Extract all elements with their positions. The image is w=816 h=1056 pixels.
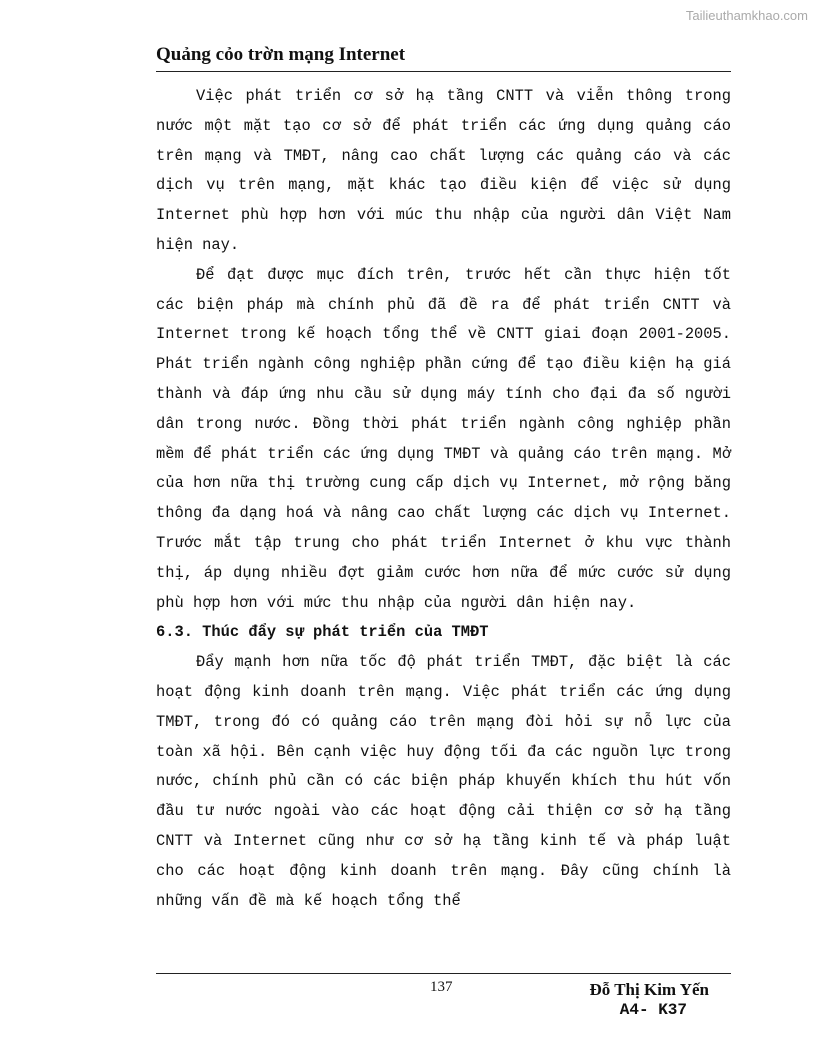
author-block — [590, 979, 710, 1021]
page-number: 137 — [430, 979, 453, 995]
site-watermark: Tailieuthamkhao.com — [685, 8, 808, 23]
author-class: A4- K37 — [619, 1001, 687, 1019]
document-body — [156, 82, 731, 916]
footer-divider — [156, 973, 731, 974]
author-name: Đỗ Thị Kim Yến — [589, 980, 709, 999]
running-header-title: Quảng cỏo trờn mạng Internet — [156, 44, 406, 65]
body-paragraph: Việc phát triển cơ sở hạ tầng CNTT và viễn thông trong nước một mặt tạo cơ sở để phát triển các ứng dụng quảng cáo trên mạng và TMĐT, nâng cao chất lượng các quảng cáo và các dịch vụ trên mạng, mặt khác tạo điều kiện để việc sử dụng Internet phù hợp hơn với múc thu nhập của người dân Việt Nam hiện nay. — [156, 87, 731, 254]
header-divider — [156, 71, 731, 72]
body-paragraph: Để đạt được mục đích trên, trước hết cần thực hiện tốt các biện pháp mà chính phủ đã đề ra để phát triển CNTT và Internet trong kế hoạch tổng thể về CNTT giai đoạn 2001-2005. Phát triển ngành công nghiệp phần cứng để tạo điều kiện hạ giá thành và đáp ứng nhu cầu sử dụng máy tính cho đại đa số người dân trong nước. Đồng thời phát triển ngành công nghiệp phần mềm để phát triển các ứng dụng TMĐT và quảng cáo trên mạng. Mở của hơn nữa thị trường cung cấp dịch vụ Internet, mở rộng băng thông đa dạng hoá và nâng cao chất lượng các dịch vụ Internet. Trước mắt tập trung cho phát triển Internet ở khu vực thành thị, áp dụng nhiều đợt giảm cước hơn nữa để mức cước sử dụng phù hợp hơn với mức thu nhập của người dân hiện nay. — [156, 265, 731, 612]
body-paragraph: Đẩy mạnh hơn nữa tốc độ phát triển TMĐT, đặc biệt là các hoạt động kinh doanh trên mạng. Việc phát triển các ứng dụng TMĐT, trong đó có quảng cáo trên mạng đòi hỏi sự nỗ lực của toàn xã hội. Bên cạnh việc huy động tối đa các nguồn lực trong nước, chính phủ cần có các biện pháp khuyến khích thu hút vốn đầu tư nước ngoài vào các hoạt động cải thiện cơ sở hạ tầng CNTT và Internet cũng như cơ sở hạ tầng kinh tế và pháp luật cho các hoạt động kinh doanh trên mạng. Đây cũng chính là những vấn đề mà kế hoạch tổng thể — [156, 653, 731, 910]
section-heading: 6.3. Thúc đẩy sự phát triển của TMĐT — [156, 623, 489, 642]
